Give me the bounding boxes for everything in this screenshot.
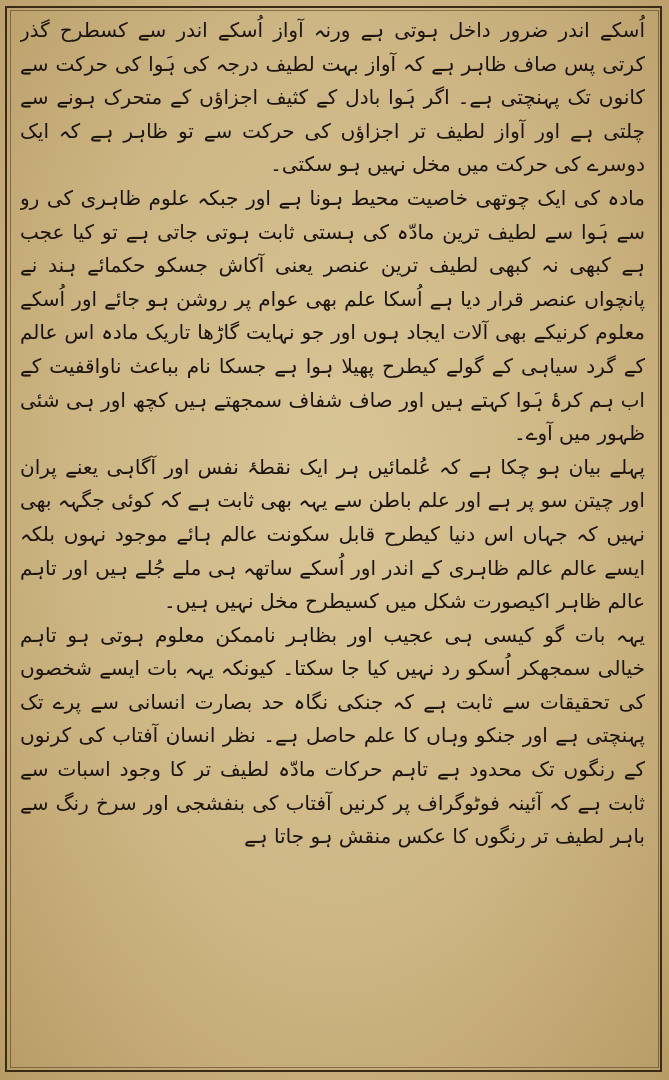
paragraph-fourth-property: مادہ کی ایک چوتھی خاصیت محیط ہونا ہے اور جبکہ علوم ظاہری کی رو سے ہَوا سے لطیف ترین مادّہ کی ہستی ثابت ہوتی جاتی ہے تو کیا عجب ہے کبھی نہ کبھی لطیف ترین عنصر یعنی آکاش جسکو حکمائے ہند نے پانچواں عنصر قرار دیا ہے اُسکا علم بھی عوام پر روشن ہو جائے اور اُسکے معلوم کرنیکے بھی آلات ایجاد ہوں اور جو نہایت گاڑھا تاریک مادہ اس عالم کے گرد سیاہی کے گولے کیطرح پھیلا ہوا ہے جسکا نام بباعث ناواقفیت کے اب ہم کرۂ ہَوا کہتے ہیں اور صاف شفاف سمجھتے ہیں کچھ اور ہی شئی ظہور میں آوے۔ [20, 185, 645, 446]
paragraph-inner-worlds: پہلے بیان ہو چکا ہے کہ عُلمائیں ہر ایک نقطۂ نفس اور آگاہی یعنے پران اور چیتن سو پر ہے اور علم باطن سے یہہ بھی ثابت ہے کہ کوئی جگہہ بھی نہیں کہ جہاں اس دنیا کیطرح قابل سکونت عالم ہائے موجود نہوں بلکہ ایسے عالم عالم ظاہری کے اندر اور اُسکے ساتھہ ہی ملے جُلے ہیں اور تاہم عالم ظاہر اکیصورت شکل میں کسیطرح مخل نہیں ہیں۔ [20, 454, 645, 614]
paragraph-photographic-proof: یہہ بات گو کیسی ہی عجیب اور بظاہر ناممکن معلوم ہوتی ہو تاہم خیالی سمجھکر اُسکو رد نہیں کیا جا سکتا۔ کیونکہ یہہ بات ایسے شخصوں کی تحقیقات سے ثابت ہے کہ جنکی نگاہ حد بصارت انسانی سے پرے تک پہنچتی ہے اور جنکو وہاں کا علم حاصل ہے۔ نظر انسان آفتاب کی کرنوں کے رنگوں تک محدود ہے تاہم حرکات مادّہ لطیف تر کا وجود اسبات سے ثابت ہے کہ آئینہ فوٹوگراف پر کرنیں آفتاب کی بنفشجی اور سرخ رنگ سے باہر لطیف تر رنگوں کا عکس منقش ہو جاتا ہے [20, 622, 645, 849]
urdu-text-block [20, 14, 645, 1064]
paragraph-sound-and-air: اُسکے اندر ضرور داخل ہوتی ہے ورنہ آواز اُسکے اندر سے کسطرح گذر کرتی پس صاف ظاہر ہے کہ آواز بہت لطیف درجہ کی ہَوا کی حرکت سے کانوں تک پہنچتی ہے۔ اگر ہَوا بادل کے کثیف اجزاؤں کے متحرک ہونے سے چلتی ہے اور آواز لطیف تر اجزاؤں کی حرکت سے تو ظاہر ہے کہ ایک دوسرے کی حرکت میں مخل نہیں ہو سکتی۔ [20, 18, 645, 177]
